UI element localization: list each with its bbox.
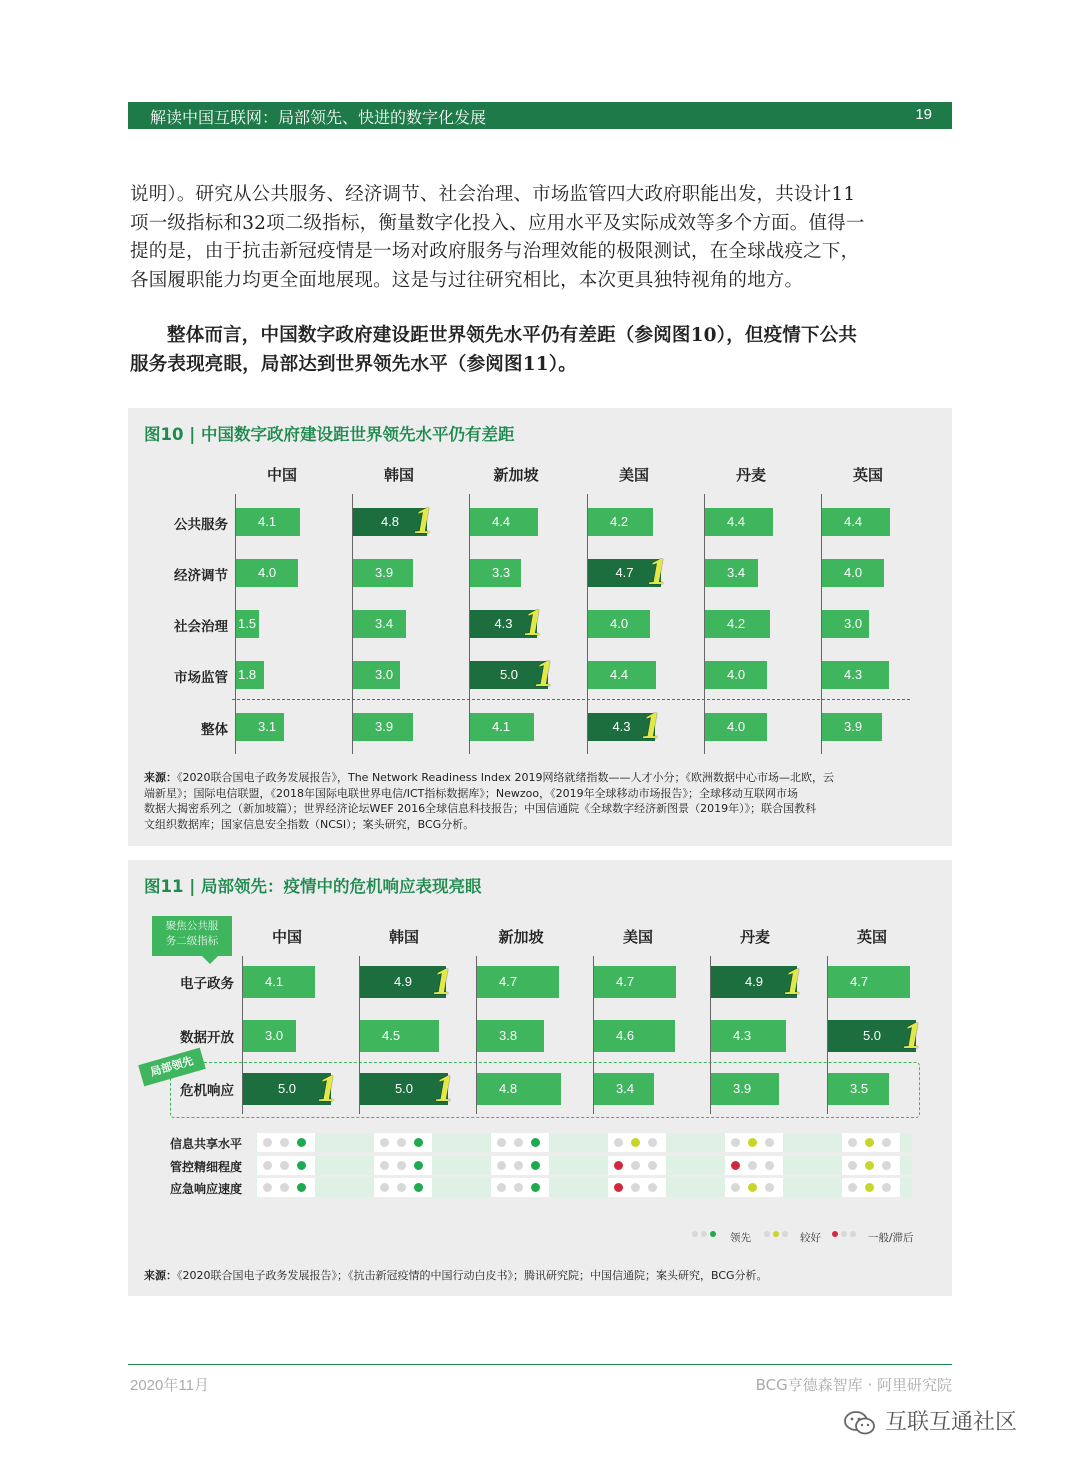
leader-mark: 1 xyxy=(644,551,671,593)
local-lead-badge: 局部领先 xyxy=(138,1048,206,1087)
bar: 5.0 xyxy=(360,1073,448,1105)
bar: 3.0 xyxy=(243,1020,296,1052)
source-line: 数据大揭密系列之（新加坡篇）；世界经济论坛WEF 2016全球信息科技报告；中国信通院《全球数字经济新图景（2019年）》；联合国教科 xyxy=(144,802,817,815)
rating-dot xyxy=(765,1183,774,1192)
leader-mark: 1 xyxy=(520,602,547,644)
rating-dot xyxy=(848,1161,857,1170)
bar: 4.1 xyxy=(243,966,315,998)
bar: 4.8 xyxy=(477,1073,561,1105)
legend-dot xyxy=(841,1231,847,1237)
rating-dot xyxy=(748,1183,757,1192)
row-label: 经济调节 xyxy=(174,568,228,584)
bar: 4.3 xyxy=(588,713,655,741)
country-header: 中国 xyxy=(266,466,297,484)
footer-date: 2020年11月 xyxy=(130,1377,209,1394)
rating-dot xyxy=(397,1138,406,1147)
row-label: 电子政务 xyxy=(180,976,234,992)
callout-line: 务二级指标 xyxy=(165,935,219,947)
bar: 4.1 xyxy=(470,713,534,741)
country-header: 中国 xyxy=(271,928,302,946)
rating-dot xyxy=(497,1183,506,1192)
bar: 1.8 xyxy=(236,661,264,689)
rating-dots xyxy=(491,1133,549,1152)
row-label: 数据开放 xyxy=(180,1030,234,1046)
bar: 3.9 xyxy=(353,559,413,587)
bar: 3.3 xyxy=(470,559,521,587)
bar: 4.8 xyxy=(353,508,427,536)
row-label: 危机响应 xyxy=(180,1083,234,1099)
rating-dot xyxy=(263,1138,272,1147)
indicator-label: 应急响应速度 xyxy=(169,1182,242,1196)
footer-org: BCG亨德森智库 · 阿里研究院 xyxy=(755,1376,952,1394)
rating-dot xyxy=(631,1161,640,1170)
row-label: 市场监管 xyxy=(174,670,228,686)
rating-dot xyxy=(280,1183,289,1192)
rating-dot xyxy=(765,1138,774,1147)
rating-dot xyxy=(882,1138,891,1147)
legend-dot xyxy=(832,1231,838,1237)
bar: 4.2 xyxy=(588,508,653,536)
rating-dot xyxy=(765,1161,774,1170)
bar: 3.9 xyxy=(353,713,413,741)
figure-10-title: 图10 | 中国数字政府建设距世界领先水平仍有差距 xyxy=(144,425,515,444)
rating-dot xyxy=(380,1183,389,1192)
legend-good-dots xyxy=(764,1229,792,1241)
rating-dot xyxy=(263,1183,272,1192)
paragraph-1 xyxy=(130,181,954,295)
rating-dots xyxy=(608,1156,666,1175)
rating-dot xyxy=(648,1161,657,1170)
rating-dot xyxy=(648,1183,657,1192)
bar: 4.3 xyxy=(711,1020,786,1052)
paragraph-line: 说明）。研究从公共服务、经济调节、社会治理、市场监管四大政府职能出发，共设计11 xyxy=(130,184,856,205)
bar: 3.5 xyxy=(828,1073,889,1105)
legend-dot xyxy=(692,1231,698,1237)
source-line: 《2020联合国电子政务发展报告》，The Network Readiness Index 2019网络就绪指数——人才小分；《欧洲数据中心市场—北欧，云 xyxy=(177,771,835,784)
bar: 4.3 xyxy=(470,610,537,638)
bar: 4.4 xyxy=(822,508,890,536)
bar: 4.7 xyxy=(477,966,559,998)
leader-mark: 1 xyxy=(431,1068,458,1110)
leader-mark: 1 xyxy=(314,1068,341,1110)
country-header: 英国 xyxy=(852,466,883,484)
rating-dot xyxy=(397,1161,406,1170)
bar: 3.9 xyxy=(711,1073,779,1105)
leader-mark: 1 xyxy=(410,500,437,542)
rating-dot xyxy=(648,1138,657,1147)
legend-dot xyxy=(773,1231,779,1237)
indicator-strip xyxy=(256,1178,912,1197)
leader-mark: 1 xyxy=(899,1015,926,1057)
rating-dot xyxy=(631,1138,640,1147)
bar: 3.4 xyxy=(353,610,406,638)
paragraph-line: 整体而言，中国数字政府建设距世界领先水平仍有差距（参阅图10），但疫情下公共 xyxy=(167,325,858,346)
bar: 4.7 xyxy=(594,966,676,998)
rating-dot xyxy=(731,1138,740,1147)
legend-dot xyxy=(710,1231,716,1237)
country-header: 丹麦 xyxy=(735,466,766,484)
rating-dot xyxy=(297,1138,306,1147)
bar: 4.4 xyxy=(705,508,773,536)
bar: 4.0 xyxy=(236,559,298,587)
rating-dot xyxy=(731,1161,740,1170)
figure-11-title: 图11 | 局部领先：疫情中的危机响应表现亮眼 xyxy=(144,877,482,896)
rating-dot xyxy=(731,1183,740,1192)
rating-dot xyxy=(748,1161,757,1170)
rating-dots xyxy=(608,1133,666,1152)
rating-dot xyxy=(280,1138,289,1147)
rating-dots xyxy=(842,1178,900,1197)
bar: 4.0 xyxy=(588,610,650,638)
rating-dot xyxy=(531,1183,540,1192)
callout-line: 聚焦公共服 xyxy=(165,920,219,932)
page-header xyxy=(128,102,952,129)
source-label: 来源： xyxy=(144,1269,177,1282)
row-label: 公共服务 xyxy=(174,517,228,533)
indicator-label: 信息共享水平 xyxy=(169,1137,242,1151)
rating-dot xyxy=(397,1183,406,1192)
rating-dot xyxy=(414,1138,423,1147)
legend-good-label: 较好 xyxy=(800,1232,821,1244)
paragraph-line: 项一级指标和32项二级指标，衡量数字化投入、应用水平及实际成效等多个方面。值得一 xyxy=(130,212,865,234)
bar: 4.0 xyxy=(822,559,884,587)
bar: 3.4 xyxy=(594,1073,654,1105)
figure-11 xyxy=(128,860,952,1296)
row-label: 整体 xyxy=(201,722,228,738)
bar: 3.8 xyxy=(477,1020,544,1052)
indicator-label: 管控精细程度 xyxy=(169,1160,242,1174)
bar: 4.9 xyxy=(360,966,446,998)
rating-dot xyxy=(514,1161,523,1170)
bar: 4.5 xyxy=(360,1020,439,1052)
page-number: 19 xyxy=(915,106,932,123)
rating-dots xyxy=(374,1178,432,1197)
divider-dashed xyxy=(232,699,910,700)
rating-dots xyxy=(608,1178,666,1197)
bar: 3.0 xyxy=(822,610,869,638)
paragraph-line: 服务表现亮眼，局部达到世界领先水平（参阅图11）。 xyxy=(130,353,577,375)
bar: 4.4 xyxy=(588,661,656,689)
rating-dot xyxy=(882,1161,891,1170)
rating-dot xyxy=(497,1161,506,1170)
rating-dot xyxy=(263,1161,272,1170)
bar: 4.9 xyxy=(711,966,797,998)
rating-dot xyxy=(614,1183,623,1192)
rating-dot xyxy=(414,1161,423,1170)
rating-dot xyxy=(848,1138,857,1147)
bar: 4.0 xyxy=(705,661,767,689)
bar: 4.0 xyxy=(705,713,767,741)
callout-bubble xyxy=(152,916,232,956)
bar: 4.1 xyxy=(236,508,300,536)
legend-poor-label: 一般/滞后 xyxy=(868,1232,914,1244)
row-label: 社会治理 xyxy=(174,619,228,635)
country-header: 新加坡 xyxy=(493,466,539,484)
rating-dots xyxy=(374,1156,432,1175)
country-header: 美国 xyxy=(618,466,649,484)
rating-dot xyxy=(614,1161,623,1170)
rating-dots xyxy=(725,1178,783,1197)
rating-dots xyxy=(491,1156,549,1175)
rating-dot xyxy=(865,1138,874,1147)
header-title: 解读中国互联网：局部领先、快进的数字化发展 xyxy=(150,108,487,127)
source-label: 来源： xyxy=(144,771,177,784)
legend-dot xyxy=(782,1231,788,1237)
bar: 4.2 xyxy=(705,610,770,638)
bar: 4.7 xyxy=(828,966,910,998)
rating-dot xyxy=(865,1161,874,1170)
leader-mark: 1 xyxy=(638,705,665,747)
rating-dots xyxy=(725,1156,783,1175)
country-header: 美国 xyxy=(622,928,653,946)
indicator-strip xyxy=(256,1133,912,1152)
country-header: 新加坡 xyxy=(498,928,544,946)
figure-11-source xyxy=(144,1268,938,1284)
bar: 3.0 xyxy=(353,661,400,689)
source-line: 端新星》；国际电信联盟，《2018年国际电联世界电信/ICT指标数据库》；Newzoo，《2019年全球移动市场报告》；全球移动互联网市场 xyxy=(144,786,799,800)
country-header: 英国 xyxy=(856,928,887,946)
watermark-text: 互联互通社区 xyxy=(885,1410,1018,1435)
leader-mark: 1 xyxy=(780,961,807,1003)
country-header: 丹麦 xyxy=(739,928,770,946)
figure-10-source xyxy=(144,770,938,832)
legend-poor-dots xyxy=(832,1229,860,1241)
bar: 4.4 xyxy=(470,508,538,536)
rating-dot xyxy=(297,1183,306,1192)
rating-dot xyxy=(531,1161,540,1170)
rating-dot xyxy=(380,1138,389,1147)
bar: 3.4 xyxy=(705,559,758,587)
bar: 4.3 xyxy=(822,661,889,689)
bar: 3.9 xyxy=(822,713,882,741)
rating-dot xyxy=(882,1183,891,1192)
rating-dot xyxy=(497,1138,506,1147)
legend-dot xyxy=(764,1231,770,1237)
rating-dot xyxy=(848,1183,857,1192)
watermark xyxy=(843,1405,1017,1436)
rating-dots xyxy=(257,1178,315,1197)
paragraph-2 xyxy=(130,322,954,379)
country-header: 韩国 xyxy=(388,928,419,946)
rating-dot xyxy=(748,1138,757,1147)
rating-dot xyxy=(614,1138,623,1147)
paragraph-line: 各国履职能力均更全面地展现。这是与过往研究相比，本次更具独特视角的地方。 xyxy=(130,269,804,291)
legend-lead-label: 领先 xyxy=(730,1232,751,1244)
rating-dots xyxy=(257,1133,315,1152)
rating-dot xyxy=(531,1138,540,1147)
source-line: 《2020联合国电子政务发展报告》；《抗击新冠疫情的中国行动白皮书》；腾讯研究院；中国信通院；案头研究，BCG分析。 xyxy=(177,1269,768,1282)
leader-mark: 1 xyxy=(429,961,456,1003)
indicator-strip xyxy=(256,1156,912,1175)
rating-dot xyxy=(280,1161,289,1170)
rating-dot xyxy=(514,1138,523,1147)
rating-dots xyxy=(842,1133,900,1152)
country-header: 韩国 xyxy=(383,466,414,484)
rating-dots xyxy=(725,1133,783,1152)
bar: 5.0 xyxy=(828,1020,916,1052)
legend-dot xyxy=(850,1231,856,1237)
figure-10 xyxy=(128,408,952,846)
rating-dot xyxy=(631,1183,640,1192)
leader-mark: 1 xyxy=(531,653,558,695)
bar: 3.1 xyxy=(236,713,284,741)
rating-dot xyxy=(380,1161,389,1170)
rating-dots xyxy=(842,1156,900,1175)
rating-dot xyxy=(865,1183,874,1192)
bar: 4.7 xyxy=(588,559,661,587)
paragraph-line: 提的是，由于抗击新冠疫情是一场对政府服务与治理效能的极限测试，在全球战疫之下， xyxy=(130,241,860,262)
source-line: 文组织数据库；国家信息安全指数（NCSI）；案头研究，BCG分析。 xyxy=(144,817,475,831)
bar: 5.0 xyxy=(243,1073,331,1105)
legend-lead-dots xyxy=(692,1229,720,1241)
bar: 1.5 xyxy=(236,610,259,638)
rating-dots xyxy=(491,1178,549,1197)
footer-divider xyxy=(128,1364,952,1365)
rating-dots xyxy=(374,1133,432,1152)
bar: 5.0 xyxy=(470,661,548,689)
wechat-icon xyxy=(843,1410,877,1436)
rating-dot xyxy=(297,1161,306,1170)
rating-dot xyxy=(414,1183,423,1192)
bar: 4.6 xyxy=(594,1020,675,1052)
rating-dot xyxy=(514,1183,523,1192)
legend-dot xyxy=(701,1231,707,1237)
rating-dots xyxy=(257,1156,315,1175)
